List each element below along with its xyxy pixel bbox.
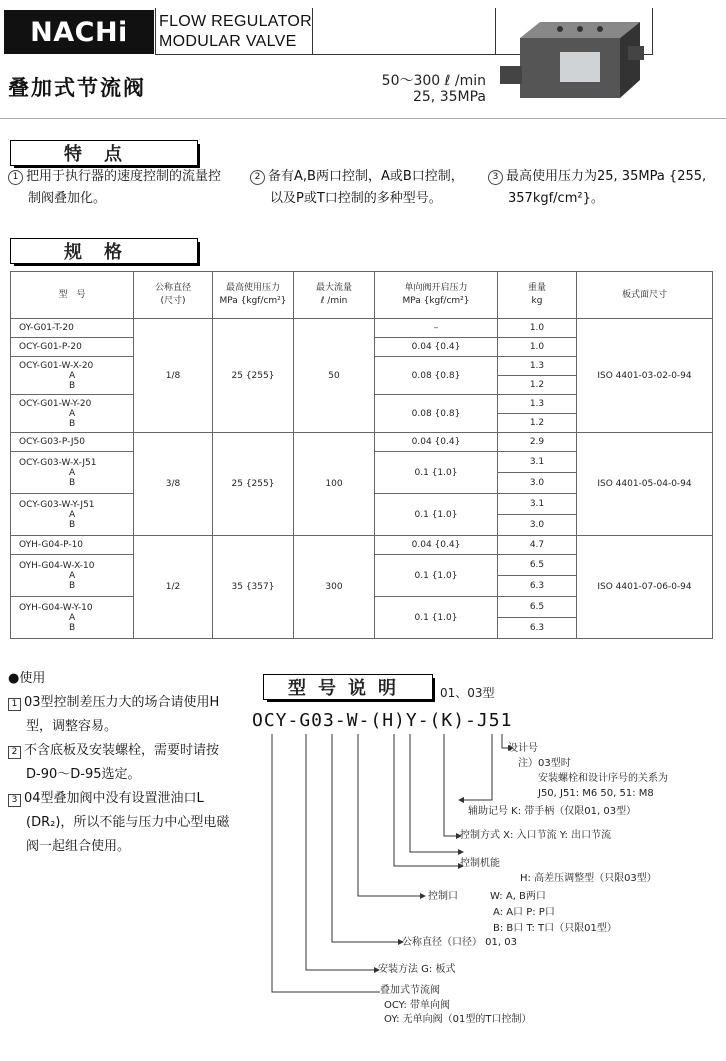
label-ctrl-mode: 控制方式 X: 入口节流 Y: 出口节流 (460, 830, 612, 841)
header-bottom-rule (0, 118, 726, 119)
feature-item-2: 2 备有A,B两口控制，A或B口控制， 以及P或T口控制的多种型号。 (250, 166, 480, 210)
pressure-range: 25, 35MPa (412, 89, 486, 105)
pressure-cell: 25 {255} (213, 433, 294, 536)
model-code: OCY-G03-W-(H)Y-(K)-J51 (252, 710, 513, 731)
size-cell: 1/2 (134, 536, 213, 639)
label-port-b: B: B口 T: T口（只限01型） (493, 923, 617, 934)
feature-item-3: 3 最高使用压力为25, 35MPa {255, 357kgf/cm²}。 (488, 166, 718, 210)
check-cell: 0.1 {1.0} (375, 597, 498, 639)
usage-heading: ●使用 (8, 671, 46, 686)
weight-cell: 4.7 (498, 536, 577, 555)
weight-cell: 6.3 (498, 576, 577, 597)
check-cell: 0.04 {0.4} (375, 433, 498, 452)
weight-cell: 3.0 (498, 473, 577, 494)
weight-cell: 1.3 (498, 357, 577, 376)
table-row (11, 536, 713, 555)
check-cell: 0.1 {1.0} (375, 555, 498, 597)
check-cell: 0.08 {0.8} (375, 395, 498, 433)
col-header: 型 号 (11, 272, 134, 319)
model-cell: OCY-G03-P-J50 (11, 433, 134, 452)
flow-cell: 300 (294, 536, 375, 639)
iso-cell: ISO 4401-05-04-0-94 (577, 433, 713, 536)
weight-cell: 6.5 (498, 555, 577, 576)
iso-cell: ISO 4401-07-06-0-94 (577, 536, 713, 639)
label-port: 控制口 (428, 891, 458, 902)
size-cell: 1/8 (134, 319, 213, 433)
model-cell: OYH-G04-W-X-10 A B (11, 555, 134, 597)
col-header: 最高使用压力 MPa {kgf/cm²} (213, 272, 294, 319)
check-cell: 0.04 {0.4} (375, 536, 498, 555)
weight-cell: 3.1 (498, 452, 577, 473)
label-design-note1: 注）03型时 (518, 758, 571, 769)
label-ctrl-mech: 控制机能 (460, 858, 500, 869)
header-divider (495, 8, 496, 54)
model-cell: OYH-G04-W-Y-10 A B (11, 597, 134, 639)
weight-cell: 6.3 (498, 618, 577, 639)
label-type-ocy: OCY: 带单向阀 (384, 1000, 451, 1011)
subtitle-line2: MODULAR VALVE (159, 33, 297, 50)
check-cell: – (375, 319, 498, 338)
label-port-a: A: A口 P: P口 (493, 907, 555, 918)
feature-item-1: 1 把用于执行器的速度控制的流量控 制阀叠加化。 (8, 166, 244, 210)
col-header: 单向阀开启压力 MPa {kgf/cm²} (375, 272, 498, 319)
label-ctrl-mech-h: H: 高差压调整型（只限03型） (520, 873, 657, 884)
label-aux: 辅助记号 K: 带手柄（仅限01, 03型） (468, 806, 637, 817)
header-divider (312, 8, 313, 54)
table-row (11, 319, 713, 338)
subtitle-line1: FLOW REGULATOR (159, 13, 312, 30)
features-heading: 特点 (10, 140, 198, 166)
label-mounting: 安装方法 G: 板式 (378, 964, 456, 975)
flow-cell: 100 (294, 433, 375, 536)
spec-table (10, 271, 713, 639)
weight-cell: 1.3 (498, 395, 577, 414)
model-heading: 型号说明 (263, 674, 433, 700)
weight-cell: 3.1 (498, 494, 577, 515)
weight-cell: 3.0 (498, 515, 577, 536)
model-cell: OYH-G04-P-10 (11, 536, 134, 555)
iso-cell: ISO 4401-03-02-0-94 (577, 319, 713, 433)
weight-cell: 1.0 (498, 319, 577, 338)
check-cell: 0.08 {0.8} (375, 357, 498, 395)
label-type-oy: OY: 无单向阀（01型的T口控制） (384, 1014, 532, 1025)
col-header: 重量 kg (498, 272, 577, 319)
flow-cell: 50 (294, 319, 375, 433)
usage-notes: ●使用 1 03型控制差压力大的场合请使用H 型，调整容易。 2 不含底板及安装螺栓，需要时请按 D-90～D-95选定。 3 04型叠加阀中没有设置泄油口L (DR₂)，所以不能与压力中心型电磁 阀一起组合使用。 (8, 667, 248, 859)
header-divider (652, 8, 653, 54)
model-cell: OCY-G01-W-Y-20 A B (11, 395, 134, 433)
model-subheading: 01、03型 (440, 686, 495, 700)
check-cell: 0.1 {1.0} (375, 494, 498, 536)
check-cell: 0.04 {0.4} (375, 338, 498, 357)
label-type: 叠加式节流阀 (380, 985, 440, 996)
check-cell: 0.1 {1.0} (375, 452, 498, 494)
nachi-logo: NACHi (4, 10, 154, 54)
model-cell: OY-G01-T-20 (11, 319, 134, 338)
weight-cell: 1.2 (498, 414, 577, 433)
label-port-w: W: A, B两口 (490, 891, 546, 902)
col-header: 最大流量 ℓ /min (294, 272, 375, 319)
weight-cell: 6.5 (498, 597, 577, 618)
weight-cell: 1.0 (498, 338, 577, 357)
specs-heading: 规格 (10, 238, 198, 264)
size-cell: 3/8 (134, 433, 213, 536)
page-title: 叠加式节流阀 (8, 76, 146, 100)
model-cell: OCY-G03-W-X-J51 A B (11, 452, 134, 494)
label-design-note2: 安装螺栓和设计序号的关系为 (538, 773, 668, 784)
label-design-note3: J50, J51: M6 50, 51: M8 (538, 788, 654, 799)
col-header: 公称直径 (尺寸) (134, 272, 213, 319)
model-cell: OCY-G01-W-X-20 A B (11, 357, 134, 395)
pressure-cell: 25 {255} (213, 319, 294, 433)
model-cell: OCY-G03-W-Y-J51 A B (11, 494, 134, 536)
flow-range: 50～300 ℓ /min (381, 73, 486, 89)
label-design: 设计号 (508, 743, 538, 754)
header-divider (155, 8, 156, 54)
weight-cell: 1.2 (498, 376, 577, 395)
pressure-cell: 35 {357} (213, 536, 294, 639)
model-cell: OCY-G01-P-20 (11, 338, 134, 357)
weight-cell: 2.9 (498, 433, 577, 452)
valve-image (500, 16, 645, 100)
col-header: 板式面尺寸 (577, 272, 713, 319)
label-diameter: 公称直径（口径） 01, 03 (402, 937, 517, 948)
table-row (11, 433, 713, 452)
